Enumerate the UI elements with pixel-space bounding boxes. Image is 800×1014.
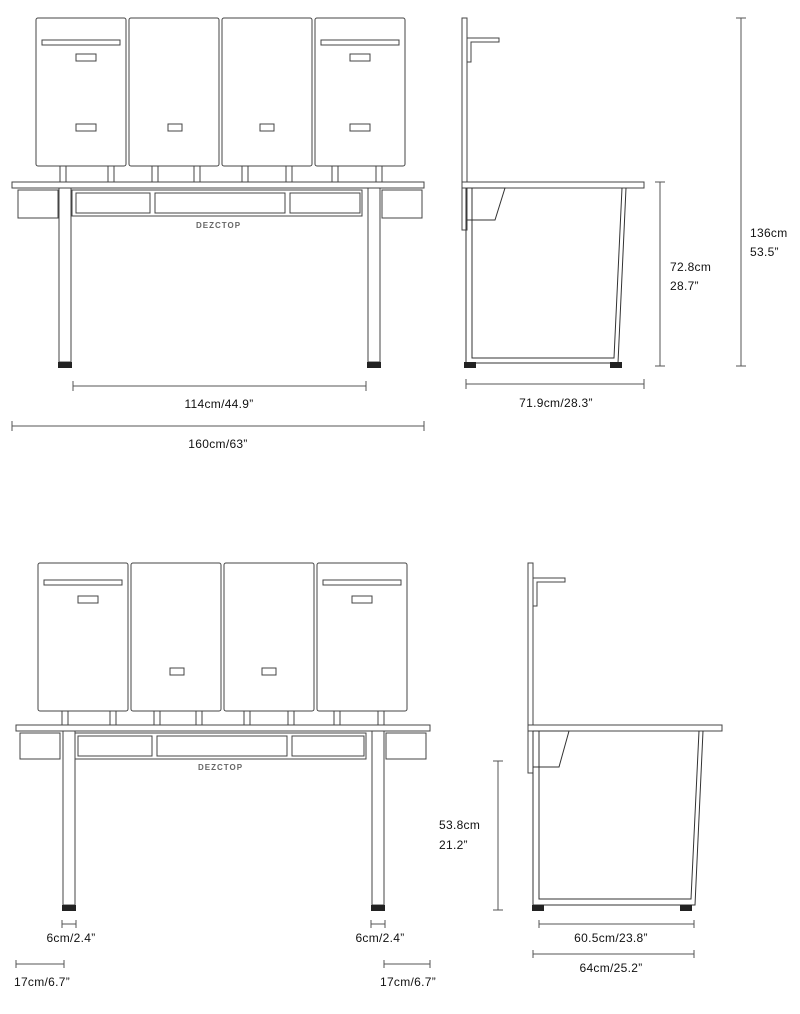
- label-foot-right: 6cm/2.4”: [355, 931, 405, 945]
- side-view-top: [462, 18, 746, 389]
- front-view-top: [12, 18, 424, 431]
- side-view-bottom: [493, 563, 722, 958]
- shelf-bracket: [467, 38, 499, 62]
- dim-desk-height-bottom: [493, 761, 503, 910]
- dim-inner-width: [73, 381, 366, 391]
- side-tray-right: [382, 190, 422, 218]
- dim-total-width: [12, 421, 424, 431]
- foot-left: [58, 362, 72, 368]
- label-depth: 71.9cm/28.3”: [519, 396, 593, 410]
- frame-side: [466, 188, 626, 363]
- panel-posts: [60, 166, 382, 182]
- dim-desk-height: [655, 182, 665, 366]
- frame-side-bottom: [533, 731, 703, 905]
- dim-foot-left: [62, 920, 76, 928]
- dim-total-height: [736, 18, 746, 366]
- brand-logo: DEZCTOP: [196, 221, 242, 230]
- panel-posts-bottom: [62, 711, 384, 725]
- desktop-side: [462, 182, 644, 188]
- dim-foot-right: [371, 920, 385, 928]
- label-inner-depth: 60.5cm/23.8”: [574, 931, 648, 945]
- label-desk-height-bottom-in: 21.2”: [439, 838, 468, 852]
- leg-left-bottom: [63, 731, 75, 905]
- label-desk-height-bottom-cm: 53.8cm: [439, 818, 481, 832]
- label-overhang-left: 17cm/6.7”: [13, 975, 71, 989]
- under-tray-side: [467, 188, 505, 220]
- foot-right: [367, 362, 381, 368]
- pegboard-panels-bottom: [38, 563, 407, 711]
- label-overhang-right: 17cm/6.7”: [379, 975, 437, 989]
- label-desk-height-cm: 72.8cm: [670, 260, 712, 274]
- leg-right-bottom: [372, 731, 384, 905]
- label-desk-height-in: 28.7”: [670, 279, 699, 293]
- label-foot-left: 6cm/2.4”: [46, 931, 96, 945]
- dim-depth: [466, 379, 644, 389]
- front-view-bottom: [16, 563, 430, 968]
- label-inner-width: 114cm/44.9”: [184, 397, 254, 411]
- label-total-height-cm: 136cm: [750, 226, 788, 240]
- desktop-top: [12, 182, 424, 188]
- label-total-height-in: 53.5”: [750, 245, 779, 259]
- label-total-width: 160cm/63”: [188, 437, 248, 451]
- dim-overhang-left: [16, 960, 64, 968]
- leg-right: [368, 188, 380, 362]
- dim-total-depth: [533, 950, 694, 958]
- dim-inner-depth: [539, 920, 694, 928]
- desktop-top-bottom: [16, 725, 430, 731]
- brand-logo-bottom: DEZCTOP: [198, 763, 244, 772]
- pegboard-panels: [36, 18, 405, 166]
- dim-overhang-right: [384, 960, 430, 968]
- side-tray-left: [18, 190, 58, 218]
- label-total-depth: 64cm/25.2”: [579, 961, 643, 975]
- leg-left: [59, 188, 71, 362]
